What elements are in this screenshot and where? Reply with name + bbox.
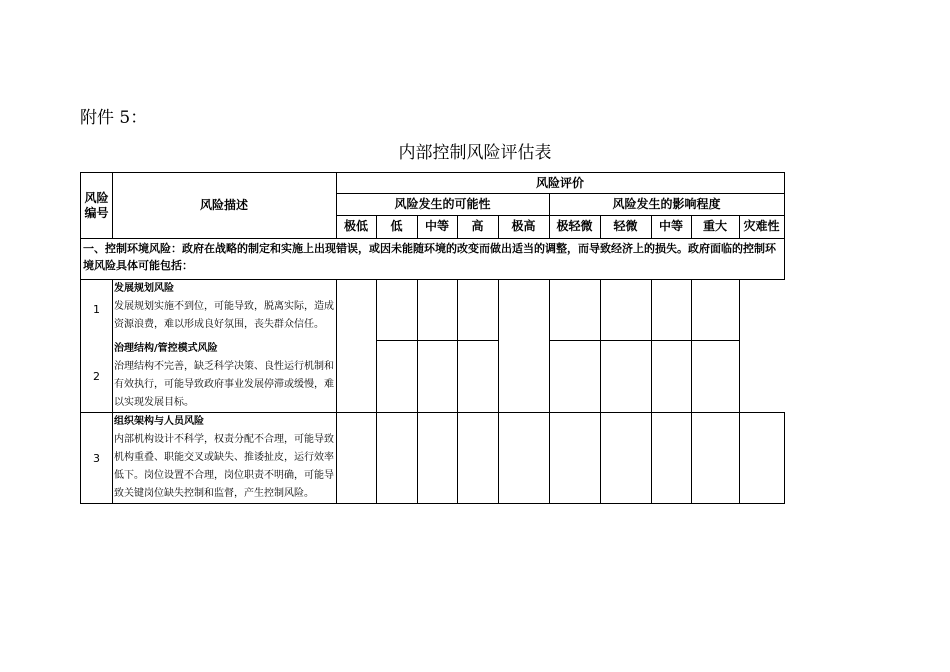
grid-line bbox=[651, 215, 652, 238]
header-risk-id: 风险编号 bbox=[84, 190, 109, 220]
grid-line bbox=[600, 215, 601, 238]
grid-line bbox=[417, 215, 418, 238]
grid-line bbox=[549, 193, 550, 238]
risk-description bbox=[112, 340, 336, 412]
header-impact-very-minor: 极轻微 bbox=[556, 219, 593, 233]
attachment-label: 附件 5： bbox=[80, 108, 148, 128]
grid-line bbox=[376, 412, 377, 504]
grid-line bbox=[457, 412, 458, 504]
risk-description-line: 资源浪费，难以形成良好氛围，丧失群众信任。 bbox=[114, 319, 324, 330]
grid-line bbox=[417, 412, 418, 504]
grid-line bbox=[112, 279, 113, 504]
grid-line bbox=[376, 340, 498, 341]
table-border-left bbox=[80, 172, 81, 504]
header-likelihood-low: 低 bbox=[390, 219, 403, 233]
risk-description-line: 以实现发展目标。 bbox=[114, 397, 194, 408]
grid-line bbox=[739, 279, 740, 412]
table-border-bottom bbox=[80, 503, 785, 504]
section-control-environment: 一、控制环境风险：政府在战略的制定和实施上出现错误，或因未能随环境的改变而做出适当的调整，而导致经济上的损失。政府面临的控制环境风险具体可能包括： bbox=[83, 242, 776, 272]
header-risk-description: 风险描述 bbox=[199, 198, 248, 212]
grid-line bbox=[600, 279, 601, 412]
grid-line bbox=[498, 412, 499, 504]
header-impact: 风险发生的影响程度 bbox=[612, 196, 721, 211]
grid-line bbox=[600, 412, 601, 504]
header-impact-medium: 中等 bbox=[658, 219, 683, 233]
header-impact-catastrophic: 灾难性 bbox=[743, 219, 780, 233]
grid-line bbox=[739, 215, 740, 238]
risk-title: 组织架构与人员风险 bbox=[114, 416, 204, 427]
risk-title: 治理结构/管控模式风险 bbox=[114, 343, 218, 354]
grid-line bbox=[498, 279, 499, 412]
grid-line bbox=[691, 279, 692, 412]
grid-line bbox=[549, 340, 739, 341]
risk-description-line: 机构重叠、职能交叉或缺失、推诿扯皮，运行效率 bbox=[114, 452, 334, 463]
grid-line bbox=[80, 412, 785, 413]
grid-line bbox=[549, 412, 550, 504]
grid-line bbox=[691, 412, 692, 504]
risk-description-line: 致关键岗位缺失控制和监督，产生控制风险。 bbox=[114, 488, 314, 499]
grid-line bbox=[336, 172, 337, 238]
risk-description-line: 有效执行，可能导致政府事业发展停滞或缓慢，难 bbox=[114, 379, 334, 390]
risk-number: 3 bbox=[93, 451, 100, 465]
risk-description-line: 内部机构设计不科学，权责分配不合理，可能导致 bbox=[114, 434, 334, 445]
risk-number: 2 bbox=[93, 369, 100, 383]
risk-description-line: 低下。岗位设置不合理，岗位职责不明确，可能导 bbox=[114, 470, 334, 481]
grid-line bbox=[80, 279, 785, 280]
grid-line bbox=[691, 215, 692, 238]
risk-description-line: 发展规划实施不到位，可能导致，脱离实际，造成 bbox=[114, 301, 334, 312]
document-title: 内部控制风险评估表 bbox=[398, 143, 552, 163]
header-likelihood-very-low: 极低 bbox=[343, 219, 368, 233]
grid-line bbox=[457, 279, 458, 412]
header-likelihood: 风险发生的可能性 bbox=[394, 196, 491, 211]
grid-line bbox=[376, 215, 377, 238]
risk-description bbox=[112, 413, 336, 503]
grid-line bbox=[549, 279, 550, 412]
grid-line bbox=[498, 215, 499, 238]
table-border-right bbox=[784, 172, 785, 279]
grid-line bbox=[336, 279, 337, 504]
grid-line bbox=[651, 279, 652, 412]
risk-number: 1 bbox=[93, 303, 100, 316]
grid-line bbox=[417, 279, 418, 412]
grid-line bbox=[457, 215, 458, 238]
header-impact-minor: 轻微 bbox=[613, 219, 638, 233]
header-likelihood-medium: 中等 bbox=[424, 219, 449, 233]
grid-line bbox=[336, 193, 785, 194]
risk-description bbox=[112, 280, 336, 340]
header-risk-evaluation: 风险评价 bbox=[535, 175, 584, 190]
grid-line bbox=[376, 279, 377, 412]
header-likelihood-very-high: 极高 bbox=[511, 219, 536, 233]
table-border-right bbox=[784, 412, 785, 504]
grid-line bbox=[651, 412, 652, 504]
table-border-top bbox=[80, 172, 785, 173]
risk-title: 发展规划风险 bbox=[114, 283, 174, 294]
grid-line bbox=[336, 215, 785, 216]
grid-line bbox=[739, 412, 740, 504]
grid-line bbox=[80, 238, 785, 239]
header-impact-major: 重大 bbox=[702, 219, 727, 233]
header-likelihood-high: 高 bbox=[471, 219, 484, 233]
risk-description-line: 治理结构不完善，缺乏科学决策、良性运行机制和 bbox=[114, 361, 334, 372]
grid-line bbox=[112, 172, 113, 238]
